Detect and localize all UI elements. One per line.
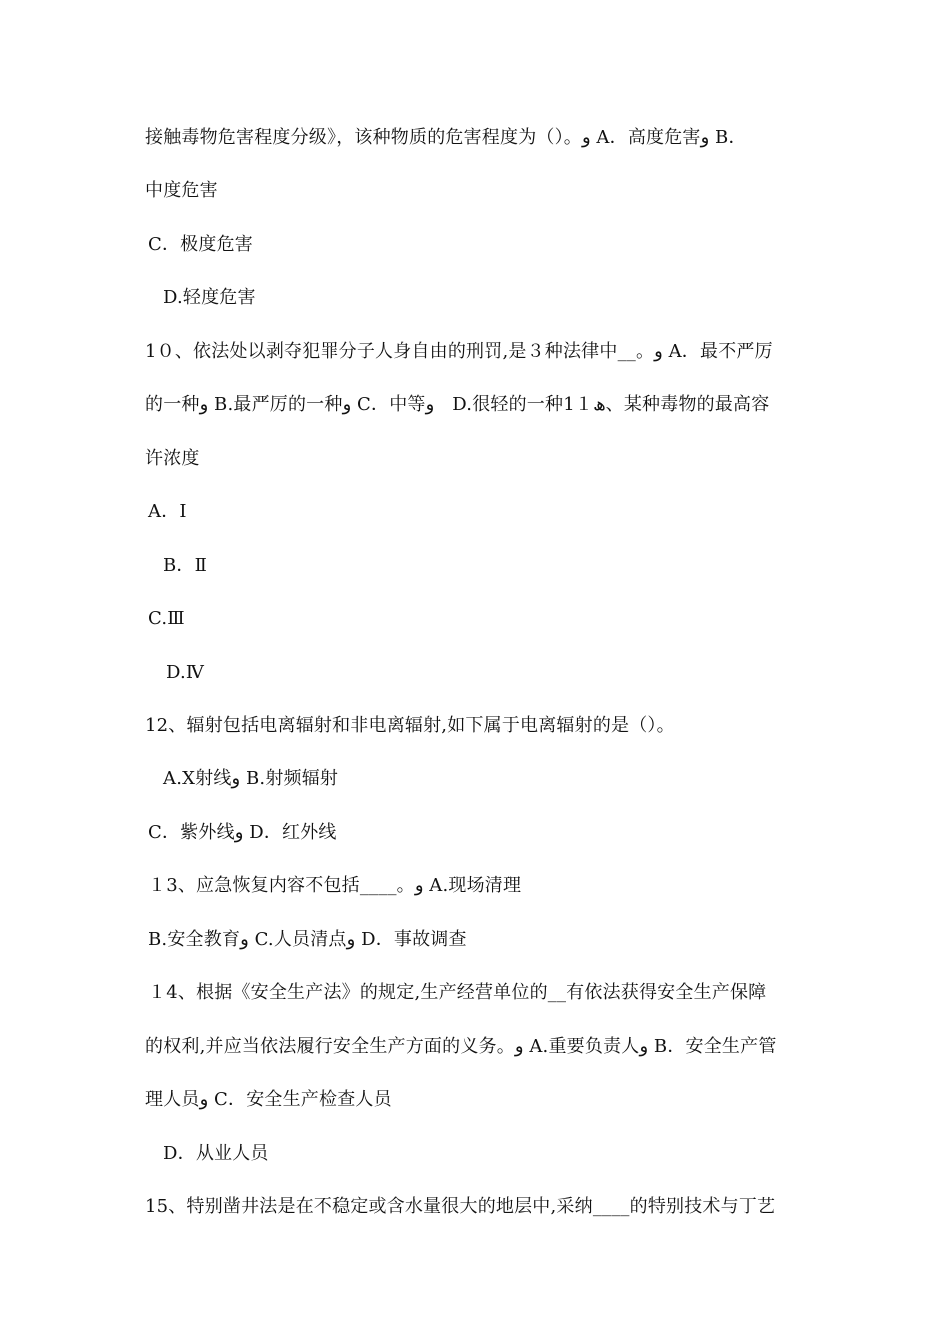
question-13-options: B.安全教育و C.人员清点و D．事故调查 [148, 929, 467, 950]
text-line-2: 中度危害 [145, 180, 218, 201]
option-c-line: C．极度危害 [148, 234, 253, 255]
question-13-line: １3、应急恢复内容不包括____。و A.现场清理 [148, 875, 522, 896]
text-line-1: 接触毒物危害程度分级》，该种物质的危害程度为（）。و A．高度危害و B． [145, 127, 747, 148]
option-a-line: A．Ⅰ [148, 501, 187, 522]
question-12-options-cd: C．紫外线و D．红外线 [148, 822, 337, 843]
question-14-option-d: D．从业人员 [163, 1143, 269, 1164]
question-14-line-1: １4、根据《安全生产法》的规定,生产经营单位的__有依法获得安全生产保障 [148, 982, 767, 1003]
option-d-line: D.轻度危害 [163, 287, 256, 308]
option-d-line-2: D.Ⅳ [166, 662, 205, 683]
question-11-line-2: 许浓度 [145, 448, 200, 469]
question-10-line-1: 1０、依法处以剥夺犯罪分子人身自由的刑罚,是３种法律中__。و A．最不严厉 [145, 341, 773, 362]
option-b-line: B．Ⅱ [163, 555, 208, 576]
question-15-line: 15、特别凿井法是在不稳定或含水量很大的地层中,采纳____的特别技术与丁艺 [145, 1196, 776, 1217]
question-14-line-3: 理人员و C．安全生产检查人员 [145, 1089, 392, 1110]
question-14-line-2: 的权利,并应当依法履行安全生产方面的义务。و A.重要负责人و B．安全生产管 [145, 1036, 777, 1057]
question-12-options-ab: A.X射线و B.射频辐射 [163, 768, 339, 789]
question-12-line: 12、辐射包括电离辐射和非电离辐射,如下属于电离辐射的是（）。 [145, 715, 675, 736]
question-10-line-2: 的一种و B.最严厉的一种و C．中等و D.很轻的一种1１ھ、某种毒物的最高容 [145, 394, 770, 415]
option-c-line-2: C.Ⅲ [148, 608, 185, 629]
